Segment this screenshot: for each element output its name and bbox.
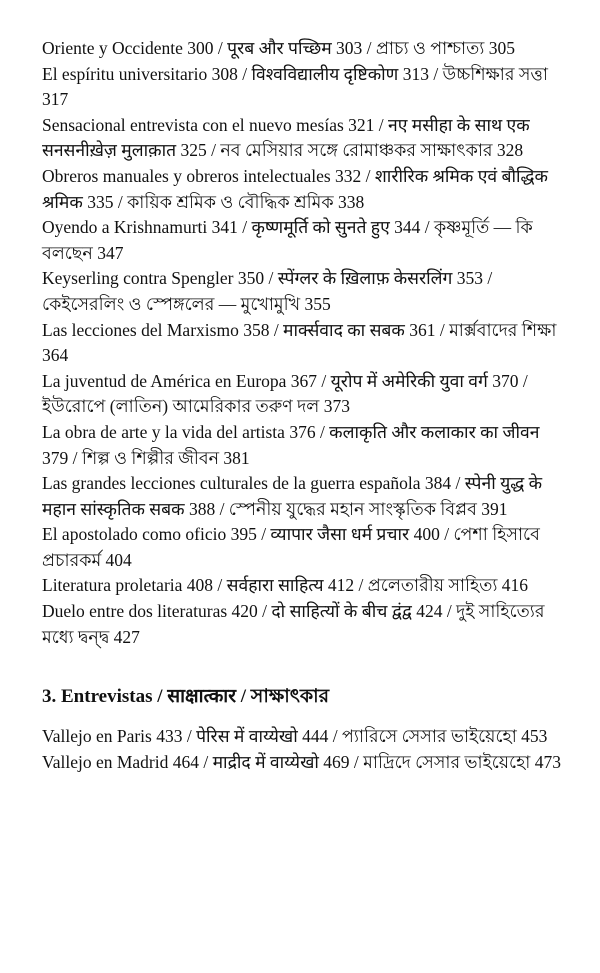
toc-entry-vallejo-madrid: Vallejo en Madrid 464 / माद्रीद में वाय्येखो 469 / মাদ্রিদে সেসার ভাইয়েহো 473 bbox=[42, 751, 561, 772]
toc-entry-marxismo: Las lecciones del Marxismo 358 / मार्क्सवाद का सबक 361 / মার্ক্সবাদের শিক্ষা 364 bbox=[42, 319, 557, 366]
section-heading-entrevistas: 3. Entrevistas / साक्षात्कार / সাক্ষাৎকার bbox=[42, 686, 330, 708]
toc-entry-literatura-proletaria: Literatura proletaria 408 / सर्वहारा साहित्य 412 / প্রলেতারীয় সাহিত্য 416 bbox=[42, 575, 529, 596]
toc-entry-keyserling-spengler: Keyserling contra Spengler 350 / स्पेंग्लर के ख़िलाफ़ केसरलिंग 353 / কেইসেরলিং ও স্পেঙ্গলের — মুখোমুখি 355 bbox=[42, 268, 493, 314]
table-of-contents-page bbox=[42, 36, 562, 775]
toc-entry-apostolado: El apostolado como oficio 395 / व्यापार जैसा धर्म प्रचार 400 / পেশা হিসাবে প্রচারকর্ম 404 bbox=[42, 524, 540, 570]
toc-entry-krishnamurti: Oyendo a Krishnamurti 341 / कृष्णमूर्ति को सुनते हुए 344 / কৃষ্ণমূর্তি — কি বলছেন 347 bbox=[42, 217, 533, 263]
toc-entry-juventud-america: La juventud de América en Europa 367 / यूरोप में अमेरिकी युवा वर्ग 370 / ইউরোপে (লাতিন) আমেরিকার তরুণ দল 373 bbox=[42, 370, 528, 417]
toc-entry-entrevista-nuevo-mesias: Sensacional entrevista con el nuevo mesías 321 / नए मसीहा के साथ एक सनसनीख़ेज़ मुलाक़ात 325 / নব মেসিয়ার সঙ্গে রোমাঞ্চকর সাক্ষাৎকার 328 bbox=[42, 114, 530, 161]
toc-entry-vallejo-paris: Vallejo en Paris 433 / पेरिस में वाय्येखो 444 / প্যারিসে সেসার ভাইয়েহো 453 bbox=[42, 726, 548, 747]
toc-entry-oriente-y-occidente: Oriente y Occidente 300 / पूरब और पच्छिम 303 / প্রাচ্য ও পাশ্চাত্য 305 bbox=[42, 38, 515, 58]
toc-entry-duelo-literaturas: Duelo entre dos literaturas 420 / दो साहित्यों के बीच द्वंद्व 424 / দুই সাহিত্যের মধ্যে দ্বন্দ্ব 427 bbox=[42, 601, 545, 647]
toc-entry-espiritu-universitario: El espíritu universitario 308 / विश्वविद्यालीय दृष्टिकोण 313 / উচ্চশিক্ষার সত্তা 317 bbox=[42, 63, 548, 110]
toc-entry-guerra-espanola: Las grandes lecciones culturales de la guerra española 384 / स्पेनी युद्ध के महान सांस्कृतिक सबक 388 / স্পেনীয় যুদ্ধের মহান সাংস্কৃতিক বিপ্লব 391 bbox=[42, 473, 543, 519]
toc-entry-obreros: Obreros manuales y obreros intelectuales 332 / शारीरिक श्रमिक एवं बौद्धिक श्रमिक 335 / কায়িক শ্রমিক ও বৌদ্ধিক শ্রমিক 338 bbox=[42, 165, 548, 212]
toc-entry-obra-de-arte: La obra de arte y la vida del artista 376 / कलाकृति और कलाकार का जीवन 379 / শিল্প ও শিল্পীর জীবন 381 bbox=[42, 421, 540, 468]
